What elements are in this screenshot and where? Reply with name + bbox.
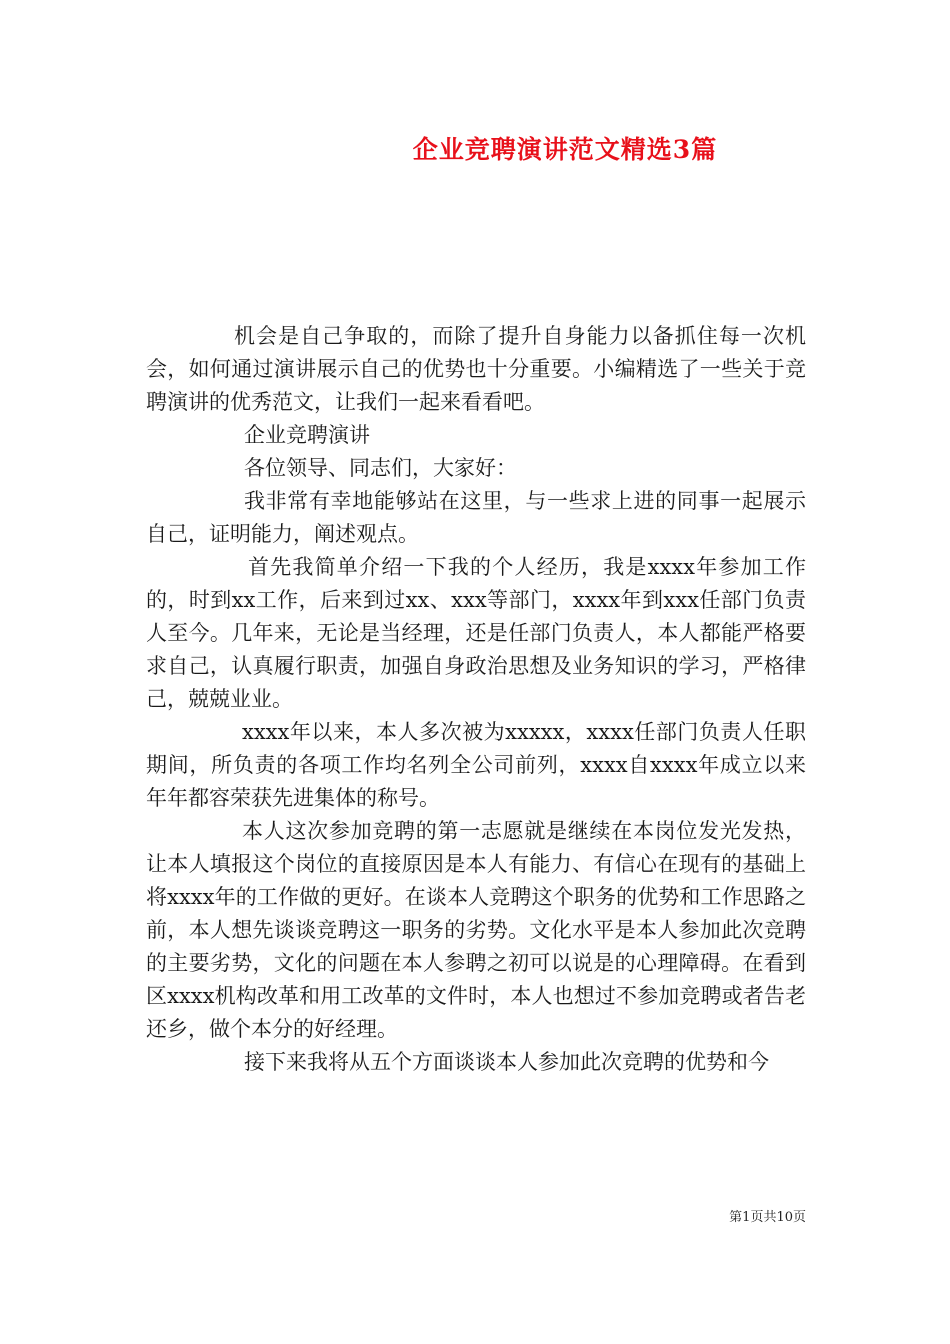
page-number: 第1页共10页	[729, 1210, 806, 1225]
paragraph-2: 首先我简单介绍一下我的个人经历，我是xxxx年参加工作的，时到xx工作，后来到过xx、xxx等部门，xxxx年到xxx任部门负责人至今。几年来，无论是当经理，还是任部门负责人，本人都能严格要求自己，认真履行职责，加强自身政治思想及业务知识的学习，严格律己，兢兢业业。	[146, 555, 806, 711]
paragraph-3: xxxx年以来，本人多次被为xxxxx，xxxx任部门负责人任职期间，所负责的各项工作均名列全公司前列，xxxx自xxxx年成立以来年年都容荣获先进集体的称号。	[146, 720, 806, 810]
greeting-line: 各位领导、同志们，大家好：	[244, 456, 517, 480]
section-heading: 企业竞聘演讲	[244, 423, 370, 447]
intro-paragraph: 机会是自己争取的，而除了提升自身能力以备抓住每一次机会，如何通过演讲展示自己的优势也十分重要。小编精选了一些关于竞聘演讲的优秀范文，让我们一起来看看吧。	[146, 324, 806, 414]
document-body	[146, 320, 806, 1079]
paragraph-1: 我非常有幸地能够站在这里，与一些求上进的同事一起展示自己，证明能力，阐述观点。	[146, 489, 806, 546]
paragraph-4: 本人这次参加竞聘的第一志愿就是继续在本岗位发光发热，让本人填报这个岗位的直接原因是本人有能力、有信心在现有的基础上将xxxx年的工作做的更好。在谈本人竞聘这个职务的优势和工作思路之前，本人想先谈谈竞聘这一职务的劣势。文化水平是本人参加此次竞聘的主要劣势，文化的问题在本人参聘之初可以说是的心理障碍。在看到区xxxx机构改革和用工改革的文件时，本人也想过不参加竞聘或者告老还乡，做个本分的好经理。	[146, 819, 806, 1041]
document-title: 企业竞聘演讲范文精选3篇	[412, 135, 718, 164]
paragraph-5: 接下来我将从五个方面谈谈本人参加此次竞聘的优势和今	[244, 1050, 769, 1074]
